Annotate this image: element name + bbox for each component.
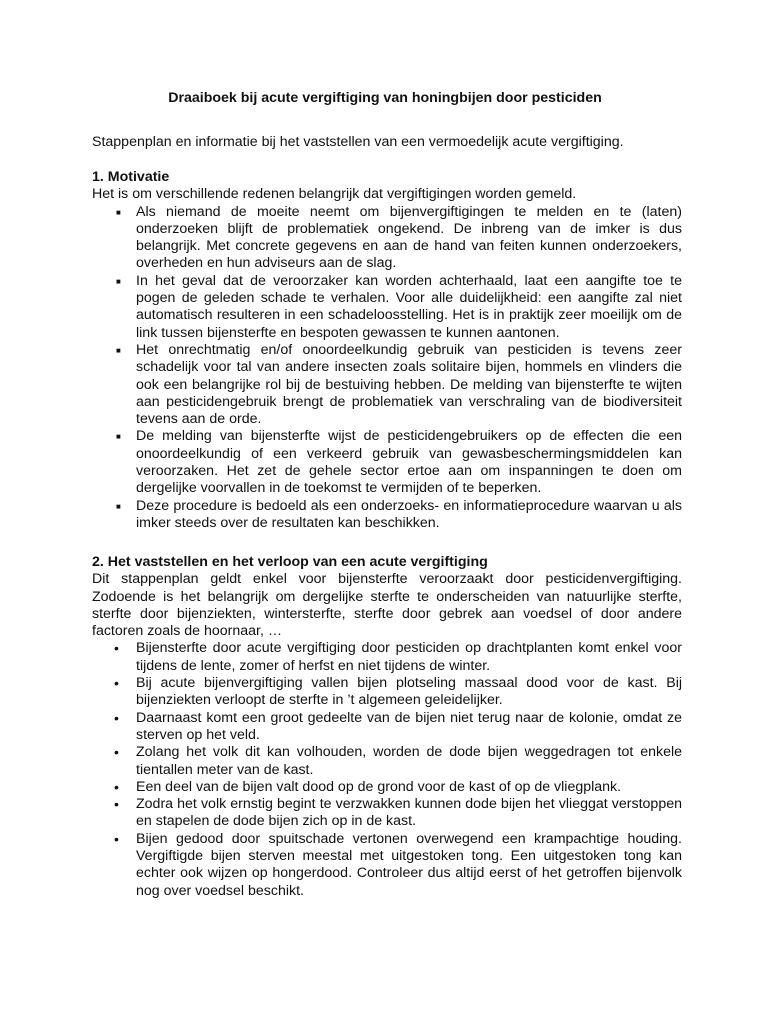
section-motivatie (92, 169, 682, 532)
list-item (92, 428, 682, 497)
square-bullet-icon: ■ (116, 345, 121, 355)
list-item (92, 796, 682, 831)
list-item-text: De melding van bijensterfte wijst de pesticidengebruikers op de effecten die een onoordeelkundig of een verkeerd gebruik van gewasbeschermingsmiddelen kan veroorzaken. Het zet de gehele sector ertoe aan om inspanningen te doen om dergelijke voorvallen in de toekomst te vermijden of te beperken. (136, 428, 682, 497)
list-item-text: Bijensterfte door acute vergiftiging door pesticiden op drachtplanten komt enkel voor tijdens de lente, zomer of herfst en niet tijdens de winter. (136, 640, 682, 674)
section-vaststellen (92, 554, 682, 900)
document-title: Draaiboek bij acute vergiftiging van honingbijen door pesticiden (168, 90, 602, 106)
round-bullet-icon: • (114, 640, 119, 657)
list-item-text: Als niemand de moeite neemt om bijenvergiftigingen te melden en te (laten) onderzoeken blijft de problematiek ongekend. De inbreng van de imker is dus belangrijk. Met concrete gegevens en aan de hand van feiten kunnen onderzoekers, overheden en hun adviseurs aan de slag. (136, 203, 682, 272)
list-item-text: In het geval dat de veroorzaker kan worden achterhaald, laat een aangifte toe te pogen de geleden schade te verhalen. Voor alle duidelijkheid: een aangifte zal niet automatisch resulteren in een schadeloosstelling. Het is in praktijk zeer moeilijk om de link tussen bijensterfte en bespoten gewassen te kunnen aantonen. (136, 272, 682, 341)
intro-paragraph: Stappenplan en informatie bij het vaststellen van een vermoedelijk acute vergiftiging. (92, 134, 624, 150)
list-item (92, 640, 682, 675)
list-item (92, 273, 682, 342)
list-item (92, 498, 682, 533)
list-item-text: Bijen gedood door spuitschade vertonen overwegend een krampachtige houding. Vergiftigde bijen sterven meestal met uitgestoken tong. Een uitgestoken tong kan echter ook wijzen op hongerdood. Controleer dus altijd eerst of het getroffen bijenvolk nog over voedsel beschikt. (136, 830, 682, 899)
list-item-text: Een deel van de bijen valt dood op de grond voor de kast of op de vliegplank. (136, 778, 622, 795)
round-bullet-icon: • (114, 830, 119, 847)
list-item-text: Deze procedure is bedoeld als een onderzoeks- en informatieprocedure waarvan u als imker steeds over de resultaten kan beschikken. (136, 497, 682, 531)
square-bullet-icon: ■ (116, 432, 121, 442)
round-bullet-icon: • (114, 744, 119, 761)
list-item (92, 204, 682, 273)
list-item (92, 744, 682, 779)
round-bullet-icon: • (114, 796, 119, 813)
list-item (92, 831, 682, 900)
list-item-text: Het onrechtmatig en/of onoordeelkundig gebruik van pesticiden is tevens zeer schadelijk voor tal van andere insecten zoals solitaire bijen, hommels en vlinders die ook een belangrijke rol bij de bestuiving hebben. De melding van bijensterfte te wijten aan pesticidengebruik brengt de problematiek van verschraling van de biodiversiteit tevens aan de orde. (136, 341, 682, 428)
list-item (92, 779, 682, 796)
section-heading: 1. Motivatie (92, 169, 170, 185)
section-text: Dit stappenplan geldt enkel voor bijensterfte veroorzaakt door pesticidenvergiftiging. Zodoende is het belangrijk om dergelijke sterfte te onderscheiden van natuurlijke sterfte, sterfte door bijenziekten, wintersterfte, sterfte door gebrek aan voedsel of door andere factoren zoals de hoornaar, … (92, 571, 682, 640)
list-item (92, 342, 682, 428)
square-bullet-icon: ■ (116, 207, 121, 217)
round-bullet-icon: • (114, 709, 119, 726)
section-heading: 2. Het vaststellen en het verloop van een acute vergiftiging (92, 554, 488, 570)
square-bullet-icon: ■ (116, 276, 121, 286)
round-bullet-icon: • (114, 778, 119, 795)
list-item-text: Zodra het volk ernstig begint te verzwakken kunnen dode bijen het vlieggat verstoppen en stapelen de dode bijen zich op in de kast. (136, 796, 682, 830)
section-text: Het is om verschillende redenen belangrijk dat vergiftigingen worden gemeld. (92, 186, 577, 203)
bullet-list (92, 640, 682, 899)
bullet-list (92, 204, 682, 533)
list-item-text: Daarnaast komt een groot gedeelte van de bijen niet terug naar de kolonie, omdat ze sterven op het veld. (136, 709, 682, 743)
list-item-text: Zolang het volk dit kan volhouden, worden de dode bijen weggedragen tot enkele tientallen meter van de kast. (136, 744, 682, 778)
round-bullet-icon: • (114, 675, 119, 692)
list-item-text: Bij acute bijenvergiftiging vallen bijen plotseling massaal dood voor de kast. Bij bijenziekten verloopt de sterfte in ’t algemeen geleidelijker. (136, 675, 682, 709)
list-item (92, 710, 682, 745)
list-item (92, 675, 682, 710)
square-bullet-icon: ■ (116, 501, 121, 511)
